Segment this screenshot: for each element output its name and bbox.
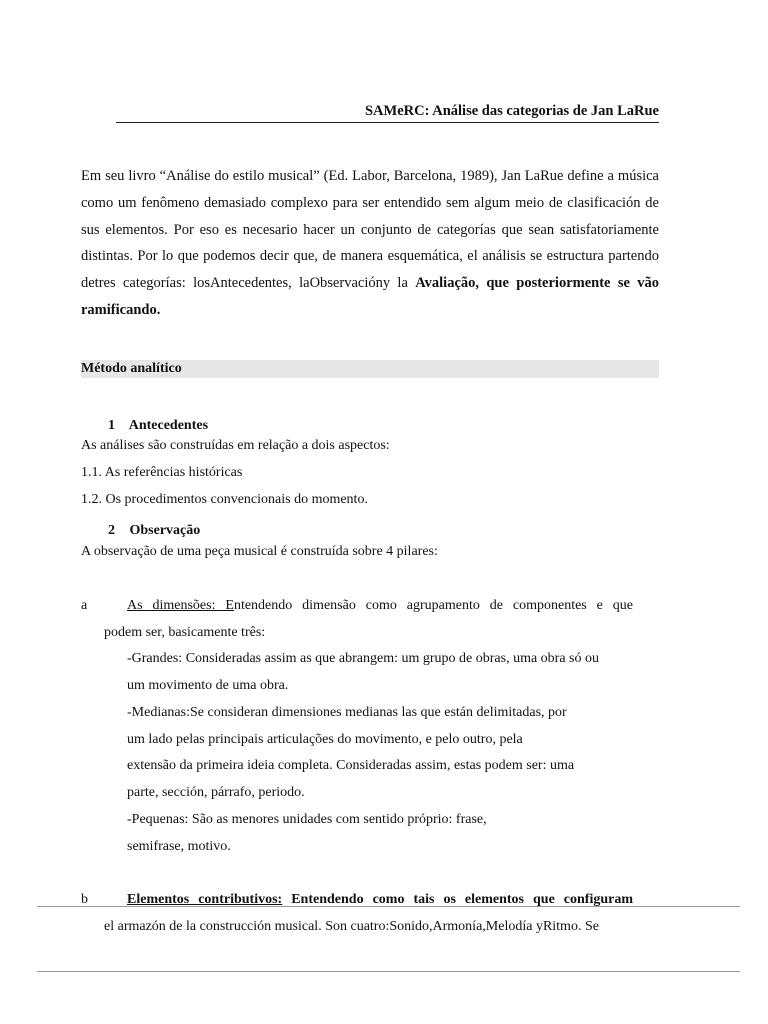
item-a-subline: -Medianas:Se consideran dimensiones medianas las que están delimitadas, por (127, 705, 567, 720)
item-a-subline: -Pequenas: São as menores unidades com sentido próprio: frase, (127, 812, 487, 827)
page-divider-top (37, 906, 740, 907)
heading-observacao (108, 522, 200, 540)
section-title: Método analítico (81, 361, 182, 376)
heading-title: Antecedentes (128, 418, 209, 433)
heading-title: Observação (129, 523, 201, 538)
heading-number: 1 (108, 418, 115, 433)
item-a-first-line (127, 597, 633, 615)
intro-text: Em seu livro “Análise do estilo musical” (Ed. Labor, Barcelona, 1989), Jan LaRue define a música como um fenômeno demasiado complexo para ser entendido sem algum meio de clasificación de sus elementos. Por eso es necesario hacer un conjunto de categorías que sean satisfatoriamente distintas. Por lo que podemos decir que, de manera esquemática, el análisis se estructura partendo detres categorías: losAntecedentes, laObservacióny la (81, 168, 659, 292)
observacao-intro: A observação de uma peça musical é construída sobre 4 pilares: (81, 544, 438, 559)
intro-paragraph (81, 163, 659, 324)
item-a-subline: extensão da primeira ideia completa. Consideradas assim, estas podem ser: uma (127, 758, 575, 773)
item-a-underlined: As dimensões: E (127, 598, 234, 613)
item-b-underlined: Elementos contributivos: (127, 892, 283, 907)
item-a-subline: um lado pelas principais articulações do movimento, e pelo outro, pela (127, 732, 523, 747)
item-a-first-rest: ntendendo dimensão como agrupamento de componentes e que (233, 598, 633, 613)
heading-number: 2 (108, 523, 115, 538)
item-a-subline: semifrase, motivo. (127, 839, 231, 854)
antecedentes-item-2: 1.2. Os procedimentos convencionais do momento. (81, 492, 368, 507)
section-heading-bar (81, 360, 659, 378)
item-b-letter: b (81, 892, 88, 907)
page-header (116, 102, 659, 123)
header-title: SAMeRC: Análise das categorias de Jan LaRue (364, 103, 659, 119)
antecedentes-item-1: 1.1. As referências históricas (81, 465, 243, 480)
item-b-continuation: el armazón de la construcción musical. Son cuatro:Sonido,Armonía,Melodía yRitmo. Se (104, 919, 599, 934)
item-a-subline: -Grandes: Consideradas assim as que abrangem: um grupo de obras, uma obra só ou (127, 651, 599, 666)
item-b-first-rest: Entendendo como tais os elementos que configuram (282, 892, 633, 907)
item-a-subline: parte, sección, párrafo, periodo. (127, 785, 305, 800)
intro-bold-tail: Avaliação, que posteriormente se vão ramificando. (81, 275, 659, 318)
item-a-subline: um movimento de uma obra. (127, 678, 289, 693)
antecedentes-intro: As análises são construídas em relação a dois aspectos: (81, 438, 390, 453)
page-divider-bottom (37, 971, 740, 972)
item-a-letter: a (81, 598, 88, 613)
heading-antecedentes (108, 417, 208, 435)
item-a-continuation: podem ser, basicamente três: (104, 625, 266, 640)
